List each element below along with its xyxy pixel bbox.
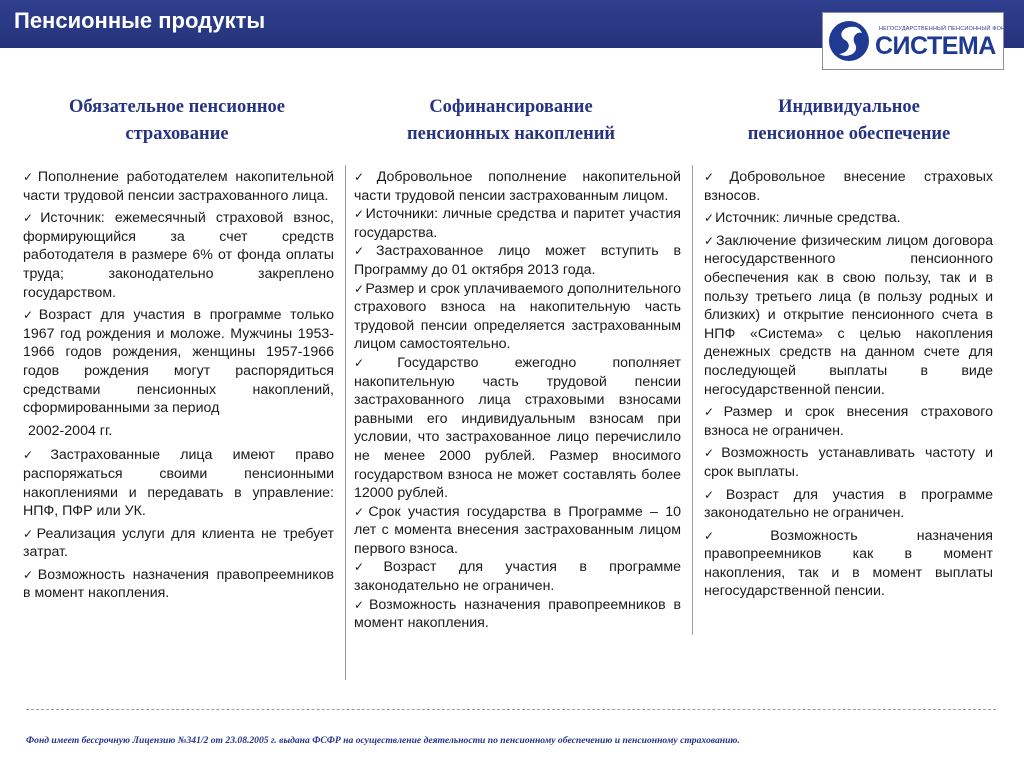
checkmark-icon: ✓ <box>354 170 376 184</box>
heading-line: пенсионных накоплений <box>406 124 616 144</box>
logo-subtitle: НЕГОСУДАРСТВЕННЫЙ ПЕНСИОННЫЙ ФОНД <box>879 26 1010 32</box>
heading-line: Индивидуальное <box>778 97 920 117</box>
list-item <box>23 446 334 520</box>
item-text: Возможность назначения правопреемников в момент накопления. <box>354 596 681 632</box>
list-item <box>354 558 681 595</box>
list-item <box>354 280 681 354</box>
item-text: Государство ежегодно пополняет накопительную часть трудовой пенсии застрахованного лица страховыми взносами равными его индивидуальным взносам при условии, что застрахованное лицо перечислило не менее 2000 рублей. Размер вносимого государством взноса не может составлять более 12000 рублей. <box>354 354 682 502</box>
column-individual-pension <box>704 168 993 605</box>
list-item <box>354 503 681 559</box>
column-divider <box>345 165 346 680</box>
list-item <box>704 486 993 523</box>
heading-line: Обязательное пенсионное <box>68 97 286 117</box>
list-item <box>354 205 681 242</box>
list-item <box>354 596 681 633</box>
item-text: Заключение физическим лицом договора негосударственного пенсионного обеспечения как в свою пользу, так и в пользу третьего лица (в пользу родных и близких) и открытие пенсионного счета в НПФ «Система» с целью накопления денежных средств на данном счете для последующей выплаты в виде негосударственной пенсии. <box>704 232 994 398</box>
item-text: Пополнение работодателем накопительной части трудовой пенсии застрахованного лица. <box>23 169 334 204</box>
item-text: Добровольное пополнение накопительной части трудовой пенсии застрахованным лицом. <box>354 169 681 204</box>
item-text: Добровольное внесение страховых взносов. <box>704 169 993 204</box>
checkmark-icon: ✓ <box>23 567 37 582</box>
list-item <box>704 444 993 481</box>
checkmark-icon: ✓ <box>354 560 383 575</box>
checkmark-icon: ✓ <box>354 355 397 370</box>
item-text: Источники: личные средства и паритет участия государства. <box>354 206 681 241</box>
list-item <box>23 566 334 603</box>
heading-line: Софинансирование <box>429 97 593 117</box>
item-text: Возможность назначения правопреемников как в момент накопления, так и в момент выплаты негосударственной пенсии. <box>704 527 993 600</box>
column-heading-individual <box>700 94 998 150</box>
column-heading-mandatory <box>22 94 332 150</box>
column-heading-cofinancing <box>355 94 667 150</box>
item-text: Возраст для участия в программе законодательно не ограничен. <box>704 486 993 522</box>
list-item <box>354 242 681 279</box>
list-item <box>704 527 993 601</box>
list-item <box>704 168 993 205</box>
item-text: Возможность устанавливать частоту и срок выплаты. <box>704 445 993 480</box>
checkmark-icon: ✓ <box>23 448 50 463</box>
item-text: Возраст для участия в программе законодательно не ограничен. <box>354 559 681 595</box>
checkmark-icon: ✓ <box>704 446 721 461</box>
checkmark-icon: ✓ <box>23 211 40 226</box>
checkmark-icon: ✓ <box>354 597 368 612</box>
checkmark-icon: ✓ <box>704 405 723 420</box>
list-item <box>23 168 334 205</box>
item-text: Застрахованное лицо может вступить в Программу до 01 октября 2013 года. <box>354 243 681 278</box>
list-item <box>354 168 681 205</box>
list-item <box>23 306 334 418</box>
item-text: Срок участия государства в Программе – 10 лет с момента внесения застрахованным лицом первого взноса. <box>354 503 681 557</box>
column-cofinancing <box>354 168 681 633</box>
checkmark-icon: ✓ <box>704 211 715 226</box>
period-note: 2002-2004 гг. <box>28 422 113 439</box>
item-text: Застрахованные лица имеют право распоряжаться своими пенсионными накоплениями и передавать в управление: НПФ, ПФР или УК. <box>23 447 334 520</box>
list-item <box>354 354 681 503</box>
column-divider <box>692 165 693 635</box>
page-title: Пенсионные продукты <box>14 8 266 33</box>
list-item <box>704 403 993 440</box>
column-mandatory-insurance <box>23 168 334 607</box>
item-text: Источник: личные средства. <box>715 210 901 227</box>
checkmark-icon: ✓ <box>354 244 375 259</box>
checkmark-icon: ✓ <box>23 308 38 323</box>
checkmark-icon: ✓ <box>354 504 368 519</box>
checkmark-icon: ✓ <box>704 170 729 184</box>
list-item <box>23 525 334 562</box>
checkmark-icon: ✓ <box>354 281 365 296</box>
item-text: Источник: ежемесячный страховой взнос, формирующийся за счет средств работодателя в размере 6% от фонда оплаты труда; законодательно закреплено государством. <box>23 210 334 301</box>
logo-name: СИСТЕМА <box>875 32 996 60</box>
heading-line: страхование <box>125 124 229 144</box>
company-logo <box>822 12 1010 70</box>
checkmark-icon: ✓ <box>354 207 365 222</box>
checkmark-icon: ✓ <box>23 170 37 184</box>
item-text: Реализация услуги для клиента не требует затрат. <box>23 525 334 561</box>
item-text: Размер и срок внесения страхового взноса не ограничен. <box>704 404 993 439</box>
checkmark-icon: ✓ <box>23 526 36 541</box>
checkmark-icon: ✓ <box>704 528 770 543</box>
sistema-emblem-icon <box>827 19 871 63</box>
license-footer: Фонд имеет бессрочную Лицензию №341/2 от 23.08.2005 г. выдана ФСФР на осуществление деятельности по пенсионному обеспечению и пенсионному страхованию. <box>26 735 740 746</box>
checkmark-icon: ✓ <box>704 233 715 248</box>
list-item <box>23 209 334 302</box>
item-text: Размер и срок уплачиваемого дополнительного страхового взноса на накопительную часть трудовой пенсии определяется застрахованным лицом самостоятельно. <box>354 280 681 353</box>
list-item <box>704 232 993 399</box>
heading-line: пенсионное обеспечение <box>747 124 951 144</box>
list-item <box>704 209 993 228</box>
footer-divider <box>26 709 996 710</box>
checkmark-icon: ✓ <box>704 487 725 502</box>
item-text: Возможность назначения правопреемников в момент накопления. <box>23 566 334 602</box>
item-text: Возраст для участия в программе только 1967 год рождения и моложе. Мужчины 1953-1966 годов рождения, женщины 1957-1966 годов рождения могут распорядиться средствами пенсионных накоплений, сформированными за период <box>23 307 334 417</box>
